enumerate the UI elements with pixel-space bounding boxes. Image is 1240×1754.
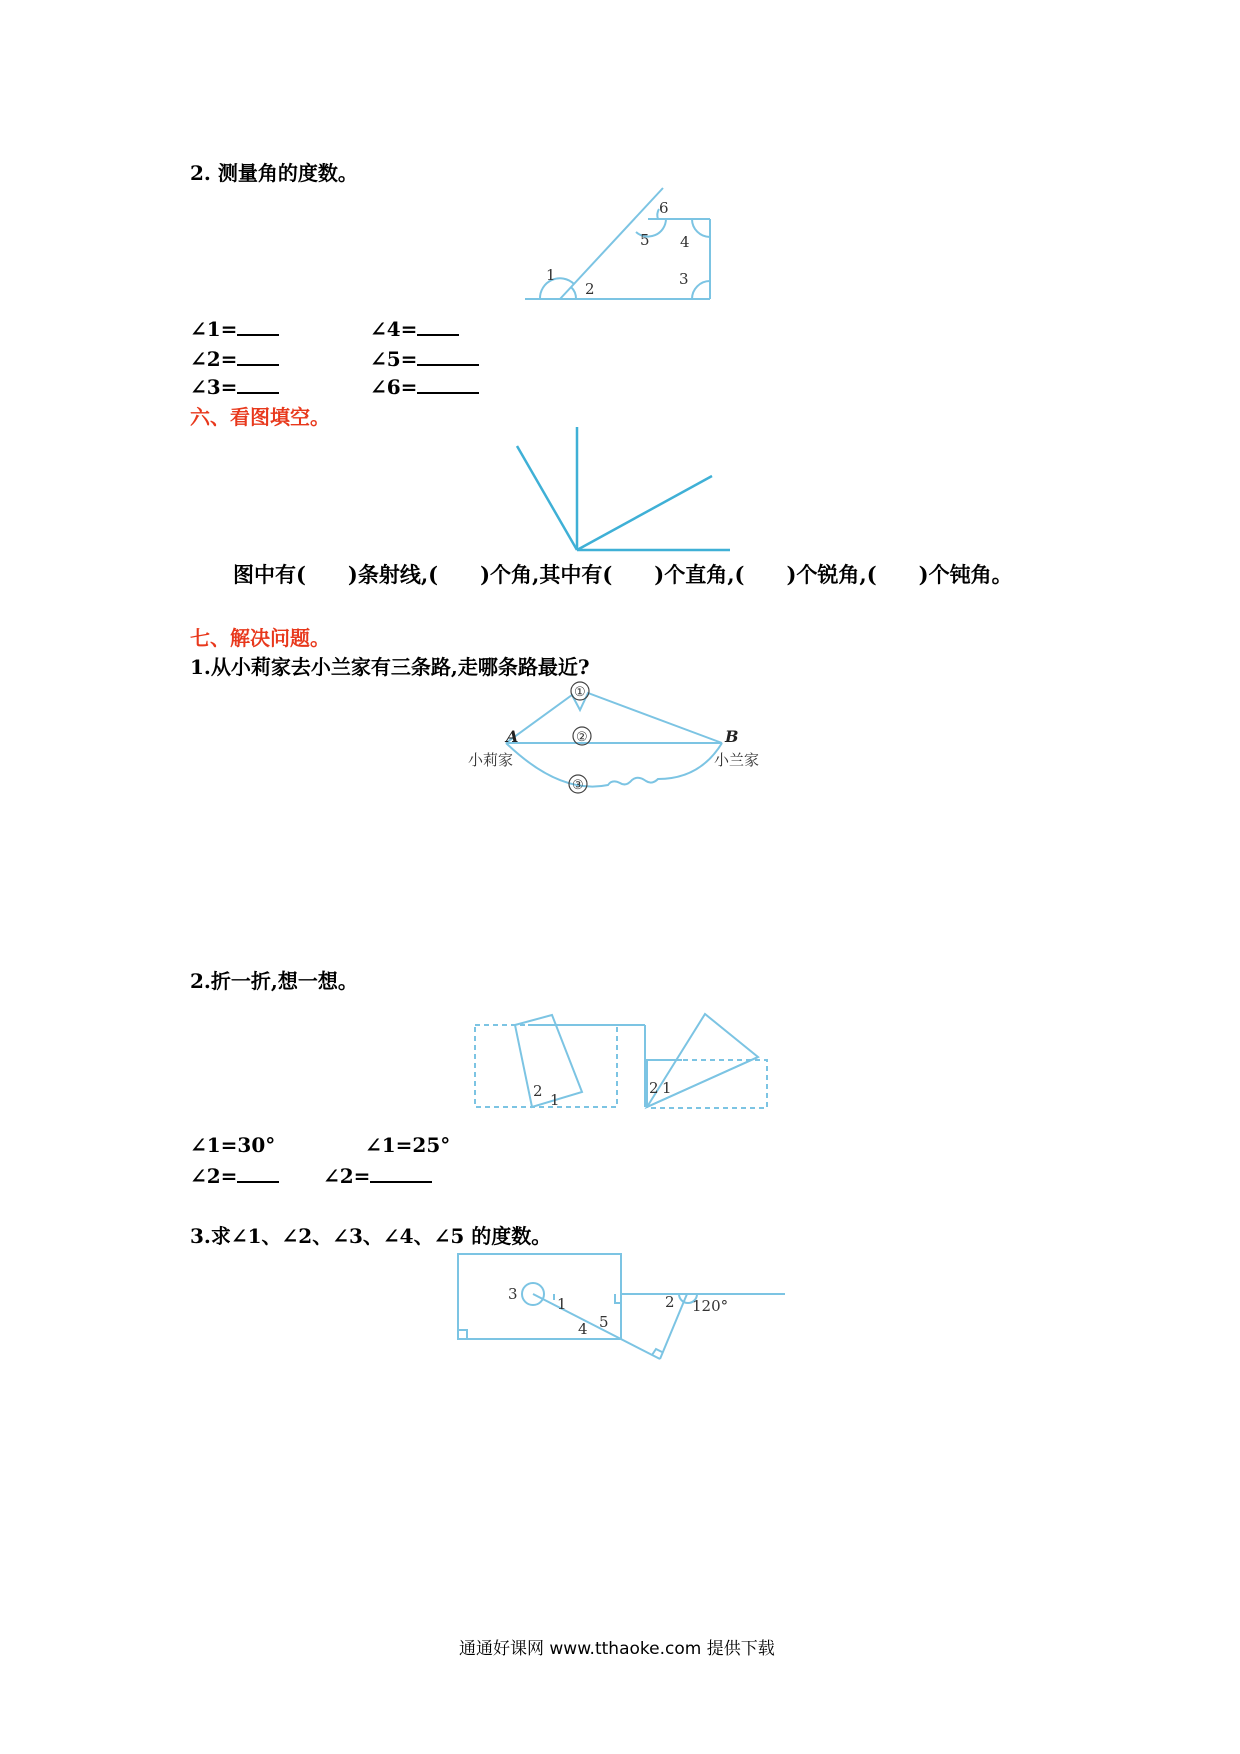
answer-angle-2: ∠2= [190,346,279,371]
blank-right[interactable] [370,1163,432,1183]
route-label-3: ③ [572,778,584,793]
given-left: ∠1=30° [190,1133,276,1157]
route-3 [506,743,722,787]
label-5: 5 [640,231,650,249]
section6-fill-blank: 图中有( )条射线,( )个角,其中有( )个直角,( )个锐角,( )个钝角。 [233,562,1013,587]
angles-figure-3 [455,1250,795,1365]
right-angle-mark-bottom [652,1349,662,1355]
blank-left[interactable] [237,1163,279,1183]
right-angle-mark-rect [458,1330,467,1339]
label-1: 1 [546,266,556,284]
route-1 [506,693,722,743]
label-5: 5 [599,1313,609,1331]
label-4: 4 [578,1320,588,1338]
angle-120: 120° [692,1297,729,1315]
right-label-2: 2 [649,1079,659,1097]
diagonal-line [533,1294,660,1359]
label-3: 3 [679,270,689,288]
blank-angle-1[interactable] [237,316,279,336]
arc-4 [692,219,710,237]
point-a: A [506,727,519,746]
folded-paper-left [515,1015,582,1107]
route-label-2: ② [576,730,588,745]
left-label-1: 1 [550,1091,560,1109]
label-4: 4 [680,233,690,251]
label-2: 2 [585,280,595,298]
p1-title: 1.从小莉家去小兰家有三条路,走哪条路最近? [190,655,590,679]
blank-angle-5[interactable] [417,346,479,366]
answer-angle-4: ∠4= [370,316,459,341]
answer-angle-5: ∠5= [370,346,479,371]
label-6: 6 [659,199,669,217]
p2-title: 2.折一折,想一想。 [190,969,358,993]
blank-angle-4[interactable] [417,316,459,336]
left-label-2: 2 [533,1082,543,1100]
home-a: 小莉家 [468,751,514,769]
right-label-1: 1 [662,1079,672,1097]
ask-right: ∠2= [323,1163,432,1188]
blank-angle-3[interactable] [237,374,279,394]
answer-angle-1: ∠1= [190,316,279,341]
fold-figure [470,1000,770,1115]
label-3: 3 [508,1285,518,1303]
route-label-1: ① [574,685,586,700]
section7-heading: 七、解决问题。 [190,626,330,650]
blank-angle-2[interactable] [237,346,279,366]
blank-angle-6[interactable] [417,374,479,394]
ray-left [517,446,577,550]
section6-heading: 六、看图填空。 [190,405,330,429]
dashed-rect-left [475,1025,617,1107]
given-right: ∠1=25° [365,1133,451,1157]
footer: 通通好课网 www.tthaoke.com 提供下载 [459,1639,775,1659]
home-b: 小兰家 [714,751,760,769]
routes-figure [460,675,790,805]
arc-2 [571,287,576,299]
angle-figure-1 [520,185,720,305]
label-2: 2 [665,1293,675,1311]
label-1: 1 [557,1295,567,1313]
answer-angle-6: ∠6= [370,374,479,399]
ask-left: ∠2= [190,1163,279,1188]
arc-3 [692,281,710,299]
q2-title: 2. 测量角的度数。 [190,161,358,185]
ray-right [577,476,712,550]
point-b: B [725,727,739,746]
rays-figure [505,425,735,555]
answer-angle-3: ∠3= [190,374,279,399]
p3-title: 3.求∠1、∠2、∠3、∠4、∠5 的度数。 [190,1224,552,1248]
